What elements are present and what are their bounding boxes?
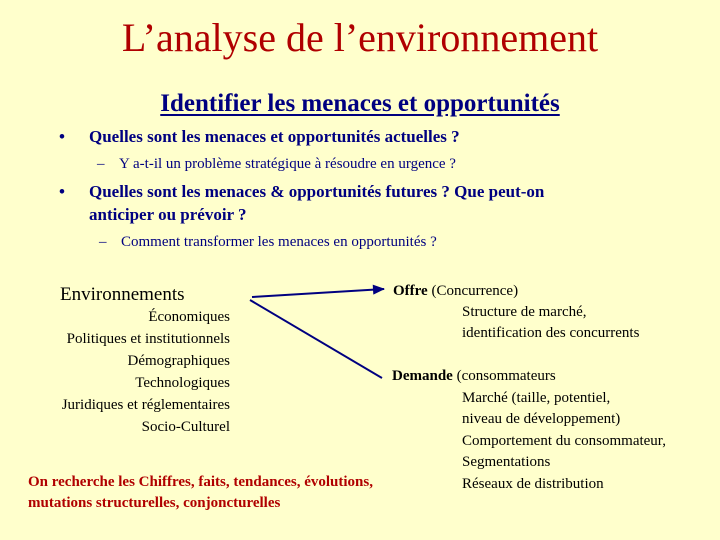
subbullet-text: Comment transformer les menaces en opportunités ?	[121, 234, 437, 250]
demande-label-rest: (consommateurs	[452, 368, 556, 384]
demande-line-marche: Marché (taille, potentiel,	[462, 390, 611, 406]
bullet-text-line1: Quelles sont les menaces & opportunités futures ? Que peut-on	[89, 182, 545, 201]
env-item-technologiques: Technologiques	[135, 375, 230, 391]
arrow-to-demande	[250, 300, 382, 378]
env-item-socio-culturel: Socio-Culturel	[141, 419, 230, 435]
offre-heading	[393, 283, 518, 300]
dash-marker: –	[97, 156, 105, 172]
footer-line-2: mutations structurelles, conjoncturelles	[28, 495, 281, 511]
footer-line-1: On recherche les Chiffres, faits, tendances, évolutions,	[28, 474, 373, 490]
bullet-marker: •	[59, 127, 65, 146]
bullet-text: Quelles sont les menaces et opportunités actuelles ?	[89, 127, 460, 146]
env-item-politiques: Politiques et institutionnels	[66, 331, 230, 347]
env-item-demographiques: Démographiques	[127, 353, 230, 369]
demande-line-niveau: niveau de développement)	[462, 411, 621, 427]
subbullet-text: Y a-t-il un problème stratégique à résoudre en urgence ?	[119, 156, 456, 172]
arrow-to-offre	[252, 289, 384, 297]
demande-line-reseaux: Réseaux de distribution	[462, 476, 604, 492]
demande-line-comportement: Comportement du consommateur,	[462, 433, 666, 449]
offre-label-rest: (Concurrence)	[427, 283, 519, 299]
env-item-juridiques: Juridiques et réglementaires	[61, 397, 230, 413]
dash-marker: –	[99, 234, 107, 250]
bullet-future-threats-line2: anticiper ou prévoir ?	[89, 205, 247, 224]
bullet-marker: •	[59, 182, 65, 201]
offre-line-1: Structure de marché,	[462, 304, 587, 320]
slide-title: L’analyse de l’environnement	[121, 15, 599, 60]
demande-heading	[392, 368, 556, 385]
demande-label: Demande	[392, 368, 453, 384]
slide-subtitle: Identifier les menaces et opportunités	[160, 90, 560, 117]
offre-line-2: identification des concurrents	[462, 325, 640, 341]
demande-line-segmentations: Segmentations	[462, 454, 551, 470]
offre-label: Offre	[393, 283, 428, 299]
env-item-economiques: Économiques	[148, 309, 230, 325]
environnements-heading: Environnements	[60, 284, 185, 305]
